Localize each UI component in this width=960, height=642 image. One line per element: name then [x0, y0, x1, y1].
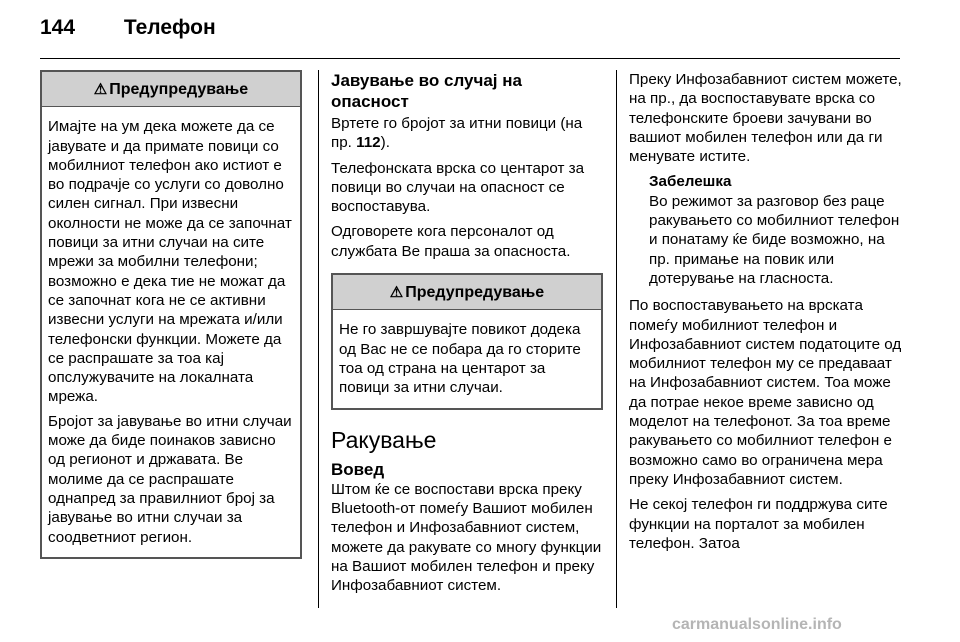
warning-body	[333, 310, 601, 407]
watermark: carmanualsonline.info	[672, 616, 842, 633]
warning-header	[42, 72, 300, 107]
paragraph-features: Преку Инфозабавниот систем можете, на пр., да воспоставувате врска со телефонските броеви зачувани во вашиот мобилен телефон или да ги менувате истите.	[629, 71, 902, 166]
column-middle	[331, 70, 603, 602]
note-text: Во режимот за разговор без раце ракувањето со мобилниот телефон и понатаму ќе биде возможно, на пр. примање на повик или дотерување на гласноста.	[649, 192, 900, 287]
paragraph-data-transfer: По воспоставувањето на врската помеѓу мобилниот телефон и Инфозабавниот систем податоците од мобилниот телефон му се предаваат на Инфозабавниот систем. Тоа може да потрае некое време зависно од моделот на телефонот. За тоа време ракувањето со мобилниот телефон е возможно само во ограничена мера преку Инфозабавниот систем.	[629, 297, 902, 488]
warning-box-middle	[331, 273, 603, 409]
warning-icon: ⚠	[93, 81, 108, 98]
chapter-title: Ракување	[331, 426, 437, 453]
warning-header	[333, 275, 601, 310]
warning-icon: ⚠	[389, 284, 404, 302]
paragraph-answer: Одговорете кога персоналот од службата Ве праша за опасноста.	[331, 223, 571, 260]
header-rule	[40, 58, 900, 59]
page-title: Телефон	[123, 16, 216, 39]
subsection-title: Вовед	[331, 459, 385, 479]
warning-paragraph-1: Имајте на ум дека можете да се јавувате и да примате повици со мобилниот телефон ако истиот е во подрачје со услуги со доволно силен сигнал. При извесни околности не може да се започнат повици за итни случаи на сите мрежи за мобилни телефони; возможно е дека тие не можат да се започнат кога не се активни извесни услуги на мрежата и/или телефонски функции. Можете да се распрашате за тоа кај опслужувачите на локалната мрежа.	[48, 118, 292, 406]
column-right	[629, 70, 905, 559]
column-left	[40, 70, 302, 559]
emergency-number: 112	[356, 134, 381, 152]
note-block	[629, 172, 905, 288]
paragraph-dial: Вртете го бројот за итни повици (на пр. 112).	[331, 115, 583, 152]
column-divider-2	[616, 70, 617, 608]
warning-title: Предупредување	[405, 284, 545, 302]
column-divider-1	[318, 70, 319, 608]
page-number: 144	[40, 16, 76, 39]
warning-text: Не го завршувајте повикот додека од Вас не се побара да го сторите тоа од страна на центарот за повици за итни случаи.	[339, 321, 581, 397]
paragraph-connection: Телефонската врска со центарот за повици во случаи на опасност се воспоставува.	[331, 159, 585, 216]
paragraph-support: Не секој телефон ги поддржува сите функции на порталот за мобилен телефон. Затоа	[629, 496, 888, 552]
note-title: Забелешка	[649, 173, 732, 191]
paragraph-intro: Штом ќе се воспостави врска преку Bluetooth-от помеѓу Вашиот мобилен телефон и Инфозабавниот систем, можете да ракувате со многу функции на Вашиот мобилен телефон и преку Инфозабавниот систем.	[331, 480, 602, 595]
warning-body	[42, 107, 300, 557]
section-title-emergency: Јавување во случај на опасност	[331, 71, 522, 111]
page-header	[40, 16, 216, 40]
warning-paragraph-2: Бројот за јавување во итни случаи може да биде поинаков зависно од регионот и државата. Ве молиме да се распрашате однапред за правилниот број за јавување во итни случаи за соодветниот регион.	[48, 412, 292, 546]
warning-title: Предупредување	[109, 81, 249, 98]
warning-box-left	[40, 70, 302, 559]
